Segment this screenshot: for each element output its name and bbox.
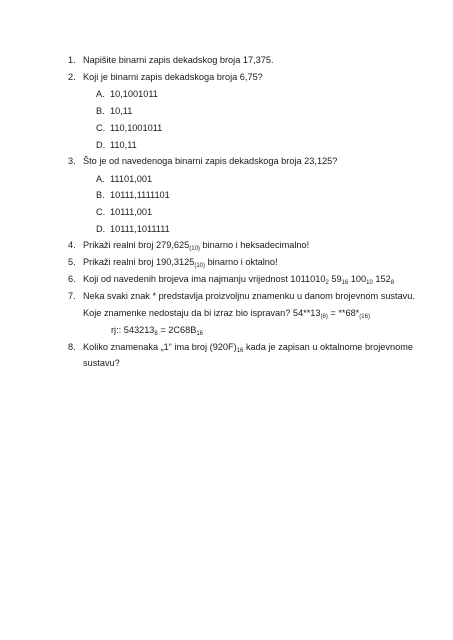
option-letter: D. [96, 224, 106, 234]
question-text: Koji je binarni zapis dekadskoga broja 6,75? [83, 72, 263, 82]
text-part: binarno i heksadecimalno! [199, 240, 310, 250]
question-number: 2. [68, 72, 76, 82]
subscript: 16 [196, 331, 204, 337]
question-text [83, 307, 370, 319]
question-number: 5. [68, 257, 76, 267]
question-text [83, 273, 394, 285]
option-text: 10,11 [110, 106, 133, 116]
question-text: Što je od navedenoga binarni zapis dekadskoga broja 23,125? [83, 156, 338, 166]
question-number: 7. [68, 291, 76, 301]
question-text: Neka svaki znak * predstavlja proizvoljnu znamenku u danom brojevnom sustavu. [83, 291, 415, 301]
option-letter: A. [96, 174, 105, 184]
option-letter: A. [96, 89, 105, 99]
subscript: 10 [366, 280, 373, 286]
subscript: 16 [236, 348, 244, 354]
option-letter: C. [96, 123, 106, 133]
question-number: 4. [68, 240, 76, 250]
text-part: Koji od navedenih brojeva ima najmanju vrijednost 1011010 [83, 274, 326, 284]
question-text: sustavu? [83, 358, 120, 368]
text-part: Prikaži realni broj 279,625 [83, 240, 190, 250]
option-text: 10,1001011 [110, 89, 158, 99]
text-part: 59 [328, 274, 342, 284]
option-text: 110,11 [110, 140, 137, 150]
subscript: 2 [325, 280, 329, 286]
option-letter: C. [96, 207, 106, 217]
option-text: 10111,1111101 [110, 190, 170, 200]
subscript: 8 [390, 280, 395, 286]
option-letter: B. [96, 190, 105, 200]
option-text: 10111,1011111 [110, 224, 170, 234]
text-part: kada je zapisan u oktalnome brojevnome [243, 342, 413, 352]
question-text [83, 256, 278, 268]
text-part: = 2C68B [157, 325, 197, 335]
text-part: Prikaži realni broj 190,3125 [83, 257, 195, 267]
question-number: 1. [68, 55, 76, 65]
question-number: 6. [68, 274, 76, 284]
answer-text [111, 324, 203, 336]
option-text: 110,1001011 [110, 123, 163, 133]
text-part: 152 [372, 274, 391, 284]
option-text: 11101,001 [110, 174, 153, 184]
subscript: (8) [320, 314, 328, 320]
option-letter: D. [96, 140, 106, 150]
question-text [83, 239, 309, 251]
subscript: 8 [154, 331, 158, 337]
subscript: (10) [194, 263, 206, 269]
question-text: Napišite binarni zapis dekadskog broja 17,375. [83, 55, 274, 65]
text-part: Koliko znamenaka „1“ ima broj (920F) [83, 342, 237, 352]
option-text: 10111,001 [110, 207, 153, 217]
subscript: (16) [359, 314, 370, 320]
question-number: 3. [68, 156, 76, 166]
subscript: 16 [341, 280, 349, 286]
question-text [83, 341, 413, 353]
text-part: = **68* [327, 308, 360, 318]
subscript: (10) [189, 246, 200, 252]
text-part: Koje znamenke nedostaju da bi izraz bio ispravan? 54**13 [83, 308, 321, 318]
text-part: rj:: 543213 [111, 325, 155, 335]
option-letter: B. [96, 106, 105, 116]
text-part: 100 [348, 274, 367, 284]
question-number: 8. [68, 342, 76, 352]
text-part: binarno i oktalno! [205, 257, 278, 267]
